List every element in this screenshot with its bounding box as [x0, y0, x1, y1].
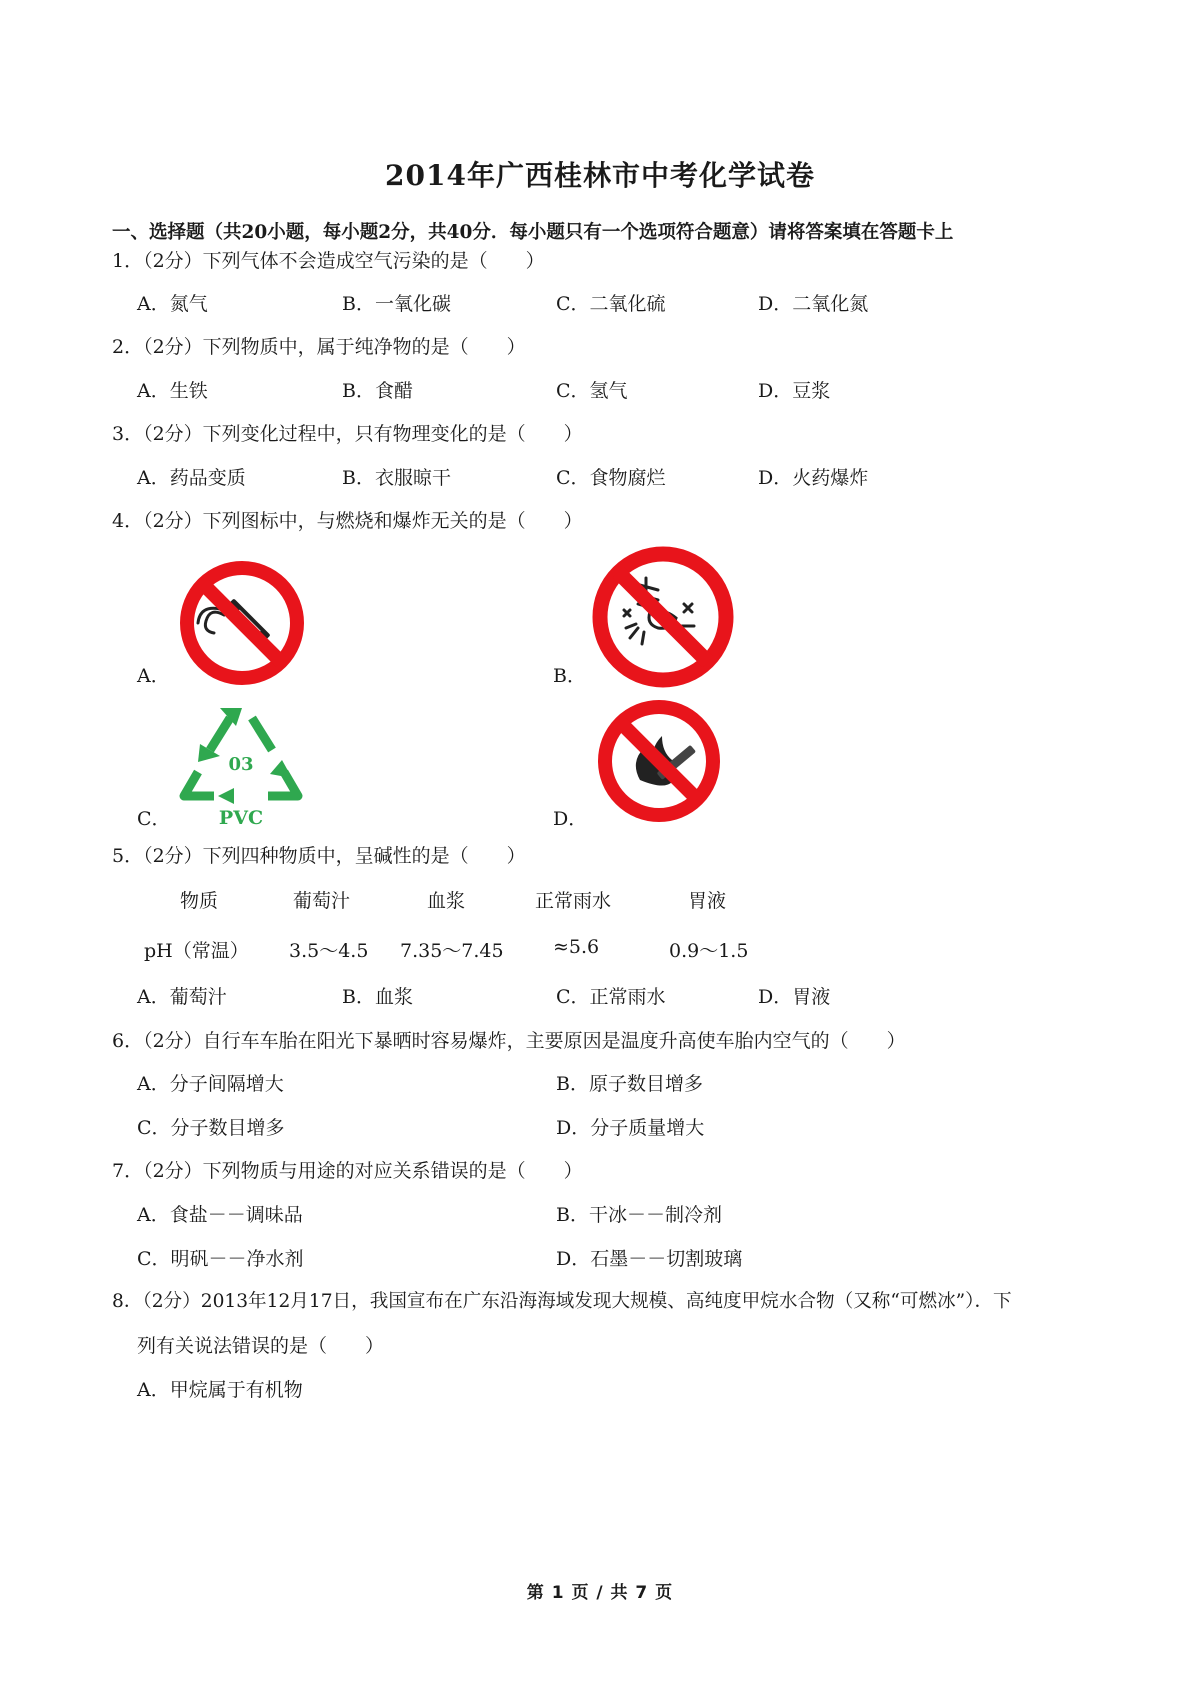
recycle-material-label: PVC — [218, 807, 264, 829]
no-smoking-icon — [176, 557, 308, 689]
question-6-option-c[interactable]: C．分子数目增多 — [137, 1117, 285, 1139]
table-header-cell: 胃液 — [688, 890, 727, 912]
question-4-option-c[interactable]: C． — [137, 808, 171, 830]
question-3-option-c[interactable]: C．食物腐烂 — [556, 467, 666, 489]
recycle-code-label: 03 — [228, 754, 254, 775]
question-5-option-c[interactable]: C．正常雨水 — [556, 986, 666, 1008]
question-7-option-b[interactable]: B．干冰－－制冷剂 — [556, 1204, 722, 1226]
question-2-option-b[interactable]: B．食醋 — [342, 380, 413, 402]
section-heading: 一、选择题（共20小题，每小题2分，共40分．每小题只有一个选项符合题意）请将答案填在答题卡上 — [112, 222, 954, 243]
question-7-option-c[interactable]: C．明矾－－净水剂 — [137, 1248, 304, 1270]
table-cell: ≈5.6 — [553, 936, 600, 958]
table-header-cell: 物质 — [180, 890, 219, 912]
table-cell: pH（常温） — [144, 940, 249, 962]
question-6-option-d[interactable]: D．分子质量增大 — [556, 1117, 705, 1139]
question-7-option-a[interactable]: A．食盐－－调味品 — [137, 1204, 303, 1226]
question-4-option-b[interactable]: B． — [553, 665, 586, 687]
question-3-option-a[interactable]: A．药品变质 — [137, 467, 246, 489]
no-fireworks-icon — [588, 542, 738, 692]
question-5-option-a[interactable]: A．葡萄汁 — [137, 986, 227, 1008]
question-2-option-a[interactable]: A．生铁 — [137, 380, 208, 402]
question-1-option-b[interactable]: B．一氧化碳 — [342, 293, 451, 315]
question-7-stem: 7．（2分）下列物质与用途的对应关系错误的是（ ） — [112, 1160, 583, 1182]
question-6-option-a[interactable]: A．分子间隔增大 — [137, 1073, 284, 1095]
question-2-option-d[interactable]: D．豆浆 — [758, 380, 831, 402]
question-8-option-a[interactable]: A．甲烷属于有机物 — [137, 1379, 303, 1401]
table-cell: 7.35～7.45 — [400, 940, 504, 962]
question-5-option-d[interactable]: D．胃液 — [758, 986, 831, 1008]
table-cell: 3.5～4.5 — [289, 940, 369, 962]
page-number: 第 1 页 / 共 7 页 — [526, 1583, 674, 1603]
page-title: 2014年广西桂林市中考化学试卷 — [385, 159, 815, 192]
question-3-option-d[interactable]: D．火药爆炸 — [758, 467, 869, 489]
table-header-cell: 血浆 — [427, 890, 466, 912]
question-3-stem: 3．（2分）下列变化过程中，只有物理变化的是（ ） — [112, 423, 583, 445]
question-1-option-a[interactable]: A．氮气 — [137, 293, 208, 315]
question-6-stem: 6．（2分）自行车车胎在阳光下暴晒时容易爆炸，主要原因是温度升高使车胎内空气的（ ） — [112, 1030, 906, 1052]
question-1-option-d[interactable]: D．二氧化氮 — [758, 293, 869, 315]
table-header-cell: 葡萄汁 — [293, 890, 351, 912]
question-8-stem: 8．（2分）2013年12月17日，我国宣布在广东沿海海域发现大规模、高纯度甲烷水合物（又称“可燃冰”）．下 — [112, 1291, 1012, 1312]
question-5-stem: 5．（2分）下列四种物质中，呈碱性的是（ ） — [112, 845, 526, 867]
question-6-option-b[interactable]: B．原子数目增多 — [556, 1073, 703, 1095]
question-2-stem: 2．（2分）下列物质中，属于纯净物的是（ ） — [112, 336, 526, 358]
question-8-stem-continued: 列有关说法错误的是（ ） — [137, 1335, 385, 1357]
no-open-flame-icon — [594, 696, 724, 826]
question-3-option-b[interactable]: B．衣服晾干 — [342, 467, 451, 489]
question-1-stem: 1．（2分）下列气体不会造成空气污染的是（ ） — [112, 250, 545, 272]
question-7-option-d[interactable]: D．石墨－－切割玻璃 — [556, 1248, 743, 1270]
question-1-option-c[interactable]: C．二氧化硫 — [556, 293, 666, 315]
question-4-option-d[interactable]: D． — [553, 808, 588, 830]
question-2-option-c[interactable]: C．氢气 — [556, 380, 628, 402]
table-header-cell: 正常雨水 — [535, 890, 612, 912]
question-4-option-a[interactable]: A． — [137, 665, 170, 687]
question-5-option-b[interactable]: B．血浆 — [342, 986, 413, 1008]
recycling-pvc-icon — [174, 700, 308, 830]
question-4-stem: 4．（2分）下列图标中，与燃烧和爆炸无关的是（ ） — [112, 510, 583, 532]
table-cell: 0.9～1.5 — [669, 940, 749, 962]
